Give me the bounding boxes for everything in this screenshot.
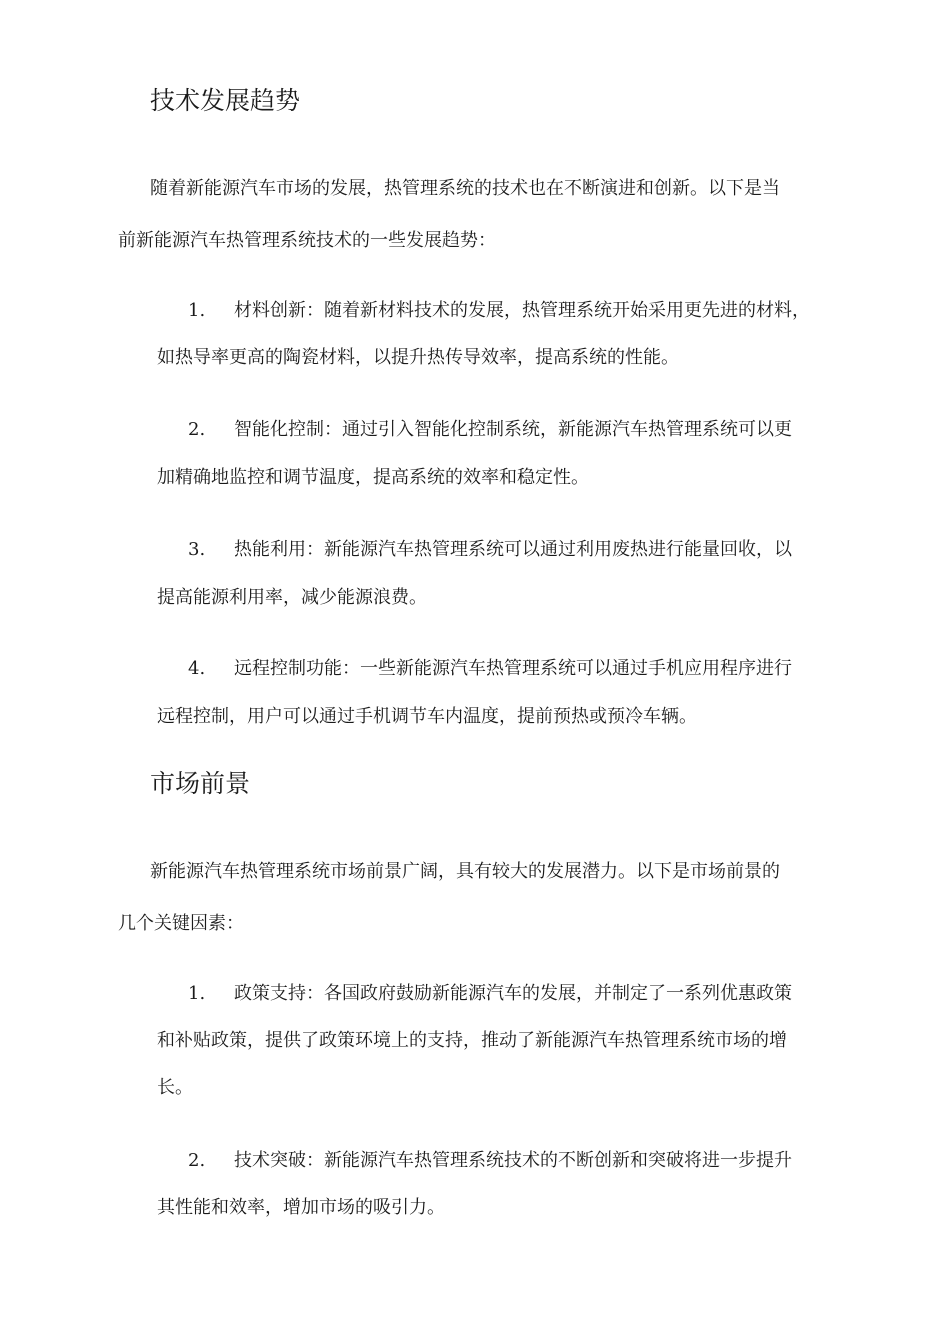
list-item-line: 其性能和效率，增加市场的吸引力。	[157, 1197, 445, 1218]
list-item-line: 智能化控制：通过引入智能化控制系统，新能源汽车热管理系统可以更	[234, 419, 792, 440]
list-item-line: 材料创新：随着新材料技术的发展，热管理系统开始采用更先进的材料，	[234, 300, 810, 321]
list-number: 2.	[188, 419, 206, 440]
list-item-line: 政策支持：各国政府鼓励新能源汽车的发展，并制定了一系列优惠政策	[234, 983, 792, 1004]
list-item-line: 热能利用：新能源汽车热管理系统可以通过利用废热进行能量回收，以	[234, 539, 792, 560]
list-item-line: 提高能源利用率，减少能源浪费。	[157, 587, 427, 608]
list-item-line: 长。	[157, 1077, 193, 1098]
section-heading: 技术发展趋势	[150, 86, 301, 115]
paragraph-line: 新能源汽车热管理系统市场前景广阔，具有较大的发展潜力。以下是市场前景的	[150, 861, 780, 882]
list-item-line: 加精确地监控和调节温度，提高系统的效率和稳定性。	[157, 467, 589, 488]
list-number: 1.	[188, 300, 206, 321]
list-item-line: 技术突破：新能源汽车热管理系统技术的不断创新和突破将进一步提升	[234, 1150, 792, 1171]
list-number: 4.	[188, 658, 206, 679]
paragraph-line: 随着新能源汽车市场的发展，热管理系统的技术也在不断演进和创新。以下是当	[150, 178, 780, 199]
paragraph-line: 前新能源汽车热管理系统技术的一些发展趋势：	[118, 230, 496, 251]
section-heading: 市场前景	[150, 769, 251, 798]
list-item-line: 和补贴政策，提供了政策环境上的支持，推动了新能源汽车热管理系统市场的增	[157, 1030, 787, 1051]
list-item-line: 远程控制，用户可以通过手机调节车内温度，提前预热或预冷车辆。	[157, 706, 697, 727]
list-number: 1.	[188, 983, 206, 1004]
list-number: 2.	[188, 1150, 206, 1171]
list-item-line: 远程控制功能：一些新能源汽车热管理系统可以通过手机应用程序进行	[234, 658, 792, 679]
list-number: 3.	[188, 539, 206, 560]
list-item-line: 如热导率更高的陶瓷材料，以提升热传导效率，提高系统的性能。	[157, 347, 679, 368]
paragraph-line: 几个关键因素：	[118, 913, 244, 934]
